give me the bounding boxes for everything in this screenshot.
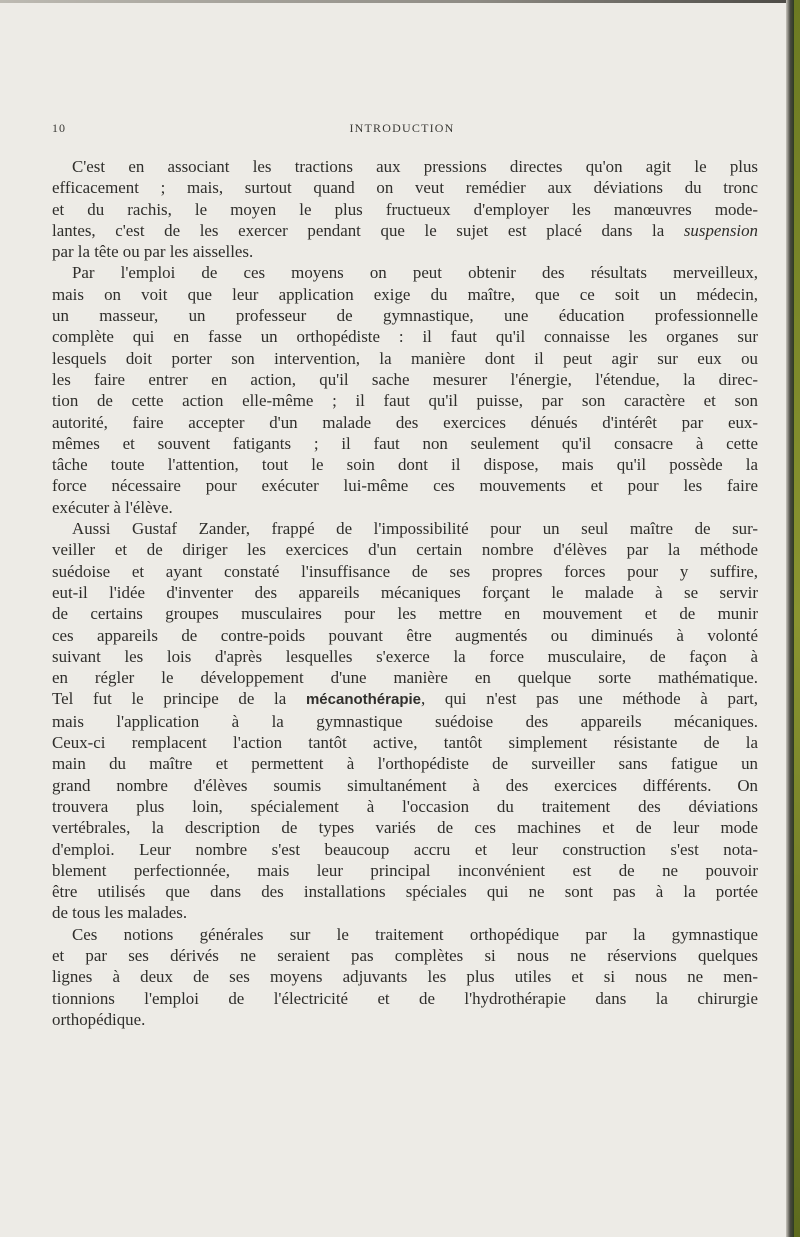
text-line: grand nombre d'élèves soumis simultanément à des exercices différents. On [52,775,758,795]
text-line: tion de cette action elle-même ; il faut qu'il puisse, par son caractère et son [52,391,758,411]
text-fragment: lantes, c'est de les exercer pendant que le sujet est placé dans la [52,220,684,240]
text-line: Ceux-ci remplacent l'action tantôt active, tantôt simplement résistante de la [52,733,758,753]
bold-term: mécanothérapie [305,691,421,709]
text-line: veiller et de diriger les exercices d'un certain nombre d'élèves par la méthode [52,540,758,560]
text-line: d'emploi. Leur nombre s'est beaucoup accru et leur construction s'est nota- [52,839,758,859]
text-line: et du rachis, le moyen le plus fructueux d'employer les manœuvres mode- [52,199,758,219]
text-line: trouvera plus loin, spécialement à l'occasion du traitement des déviations [52,796,758,816]
page-top-edge [0,0,790,3]
text-line [52,220,758,241]
italic-term: suspension [683,220,758,240]
body-text [52,156,758,1030]
text-line: Par l'emploi de ces moyens on peut obtenir des résultats merveilleux, [72,263,758,283]
text-line: les faire entrer en action, qu'il sache mesurer l'énergie, l'étendue, la direc- [52,369,758,389]
paragraph-1 [52,156,758,262]
text-line: mais on voit que leur application exige du maître, que ce soit un médecin, [52,284,758,304]
text-line: autorité, faire accepter d'un malade des exercices dénués d'intérêt par eux- [52,412,758,432]
text-line: lignes à deux de ses moyens adjuvants les plus utiles et si nous ne men- [52,967,758,987]
text-line: complète qui en fasse un orthopédiste : il faut qu'il connaisse les organes sur [52,327,758,347]
text-line: eut-il l'idée d'inventer des appareils mécaniques forçant le malade à se servir [52,582,758,602]
text-fragment: , qui n'est pas une méthode à part, [421,689,758,709]
page-number: 10 [52,121,66,135]
text-line: et par ses dérivés ne seraient pas complètes si nous ne réservions quelques [52,945,758,965]
paragraph-2 [52,262,758,518]
text-line: un masseur, un professeur de gymnastique, une éducation professionnelle [52,306,758,326]
text-line: par la tête ou par les aisselles. [52,242,254,262]
text-line: force nécessaire pour exécuter lui-même ces mouvements et pour les faire [52,476,758,496]
text-line: tionnions l'emploi de l'électricité et de l'hydrothérapie dans la chirurgie [52,988,758,1008]
text-line: ces appareils de contre-poids pouvant être augmentés ou diminués à volonté [52,625,758,645]
paragraph-3 [52,518,758,924]
text-line: vertébrales, la description de types variés de ces machines et de leur mode [52,818,758,838]
text-line: de tous les malades. [52,903,188,923]
page-header [52,121,752,141]
text-line: Aussi Gustaf Zander, frappé de l'impossibilité pour un seul maître de sur- [72,519,758,539]
text-line: mais l'application à la gymnastique suédoise des appareils mécaniques. [52,711,758,731]
text-line [52,688,758,710]
text-line: lesquels doit porter son intervention, la manière dont il peut agir sur eux ou [52,348,758,368]
text-line: mêmes et souvent fatigants ; il faut non seulement qu'il consacre à cette [52,433,758,453]
text-line: suédoise et ayant constaté l'insuffisance de ses propres forces pour y suffire, [52,561,758,581]
text-line: C'est en associant les tractions aux pressions directes qu'on agit le plus [72,157,758,176]
text-line: orthopédique. [52,1009,146,1029]
text-line: efficacement ; mais, surtout quand on veut remédier aux déviations du tronc [52,178,758,198]
text-line: main du maître et permettent à l'orthopédiste de surveiller sans fatigue un [52,754,758,774]
text-fragment: Tel fut le principe de la [52,689,306,709]
running-head: INTRODUCTION [349,121,455,135]
text-line: Ces notions générales sur le traitement orthopédique par la gymnastique [72,924,758,944]
text-line: blement perfectionnée, mais leur principal inconvénient est de ne pouvoir [52,860,758,880]
text-line: exécuter à l'élève. [52,497,173,517]
text-line: être utilisés que dans des installations spéciales qui ne sont pas à la portée [52,882,758,902]
paragraph-4 [52,924,758,1030]
text-line: tâche toute l'attention, tout le soin dont il dispose, mais qu'il possède la [52,455,758,475]
text-line: en régler le développement d'une manière en quelque sorte mathématique. [52,668,758,688]
text-line: suivant les lois d'après lesquelles s'exerce la force musculaire, de façon à [52,646,758,666]
scan-color-strip [794,0,800,1237]
text-line: de certains groupes musculaires pour les mettre en mouvement et de munir [52,604,758,624]
